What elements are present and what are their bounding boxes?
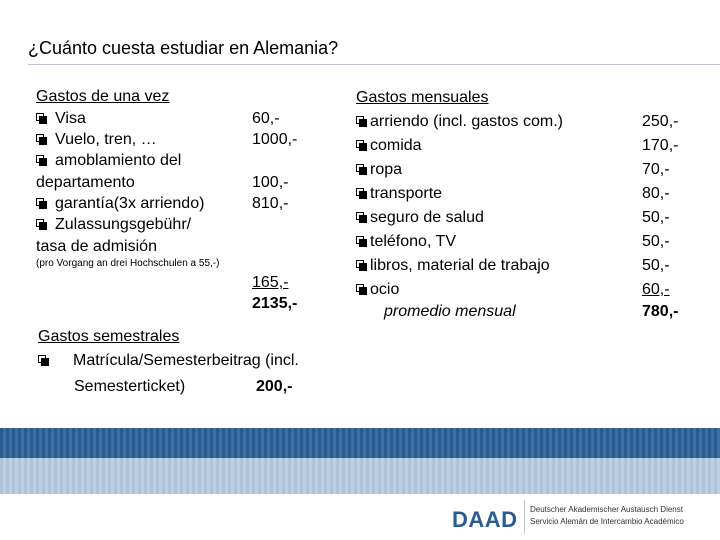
daad-name-de: Deutscher Akademischer Austausch Dienst xyxy=(530,505,683,514)
checkbox-bullet-icon xyxy=(356,284,367,295)
checkbox-bullet-icon xyxy=(356,164,367,175)
monthly-value: 80,- xyxy=(642,185,670,202)
checkbox-bullet-icon xyxy=(36,155,47,166)
monthly-item: transporte xyxy=(356,183,442,204)
monthly-value: 50,- xyxy=(642,233,670,250)
value-admission: 165,- xyxy=(252,274,289,291)
monthly-value: 70,- xyxy=(642,161,670,178)
checkbox-bullet-icon xyxy=(36,198,47,209)
monthly-average-value: 780,- xyxy=(642,303,679,320)
monthly-item: teléfono, TV xyxy=(356,231,456,252)
value-travel: 1000,- xyxy=(252,131,298,148)
monthly-item: ropa xyxy=(356,159,402,180)
semester-item-line2: Semesterticket) xyxy=(74,378,186,395)
monthly-item: ocio xyxy=(356,279,399,300)
checkbox-bullet-icon xyxy=(36,113,47,124)
checkbox-bullet-icon xyxy=(356,212,367,223)
footer-band-light xyxy=(0,458,720,494)
one-time-item-travel: Vuelo, tren, … xyxy=(36,129,157,150)
one-time-total: 2135,- xyxy=(252,295,298,312)
monthly-item: comida xyxy=(356,135,422,156)
footer-band-dark xyxy=(0,428,720,458)
monthly-item: arriendo (incl. gastos com.) xyxy=(356,111,563,132)
one-time-item-furniture: amoblamiento del xyxy=(36,150,181,171)
checkbox-bullet-icon xyxy=(356,116,367,127)
monthly-item: seguro de salud xyxy=(356,207,484,228)
checkbox-bullet-icon xyxy=(36,219,47,230)
checkbox-bullet-icon xyxy=(356,236,367,247)
monthly-heading: Gastos mensuales xyxy=(356,89,489,106)
value-furniture: 100,- xyxy=(252,174,289,191)
checkbox-bullet-icon xyxy=(356,260,367,271)
daad-name-es: Servicio Alemán de Intercambio Académico xyxy=(530,517,684,526)
value-deposit: 810,- xyxy=(252,195,289,212)
logo-divider xyxy=(524,500,525,534)
title-divider xyxy=(28,64,720,65)
admission-note: (pro Vorgang an drei Hochschulen a 55,-) xyxy=(36,258,220,269)
one-time-item-furniture-line2: departamento xyxy=(36,174,135,191)
monthly-average-label: promedio mensual xyxy=(384,303,516,320)
semester-value: 200,- xyxy=(256,378,293,395)
semester-item: Matrícula/Semesterbeitrag (incl. xyxy=(38,350,299,371)
daad-logo: DAAD xyxy=(452,507,518,532)
monthly-value: 60,- xyxy=(642,281,670,298)
monthly-value: 170,- xyxy=(642,137,679,154)
value-visa: 60,- xyxy=(252,110,280,127)
one-time-item-deposit: garantía(3x arriendo) xyxy=(36,193,204,214)
one-time-item-visa: Visa xyxy=(36,108,86,129)
checkbox-bullet-icon xyxy=(36,134,47,145)
checkbox-bullet-icon xyxy=(38,355,49,366)
monthly-value: 250,- xyxy=(642,113,679,130)
monthly-item: libros, material de trabajo xyxy=(356,255,550,276)
monthly-value: 50,- xyxy=(642,257,670,274)
checkbox-bullet-icon xyxy=(356,140,367,151)
semester-heading: Gastos semestrales xyxy=(38,328,180,345)
one-time-item-admission: Zulassungsgebühr/ xyxy=(36,214,191,235)
page-title: ¿Cuánto cuesta estudiar en Alemania? xyxy=(28,38,339,58)
checkbox-bullet-icon xyxy=(356,188,367,199)
one-time-heading: Gastos de una vez xyxy=(36,88,170,105)
one-time-item-admission-line2: tasa de admisión xyxy=(36,238,157,255)
monthly-value: 50,- xyxy=(642,209,670,226)
